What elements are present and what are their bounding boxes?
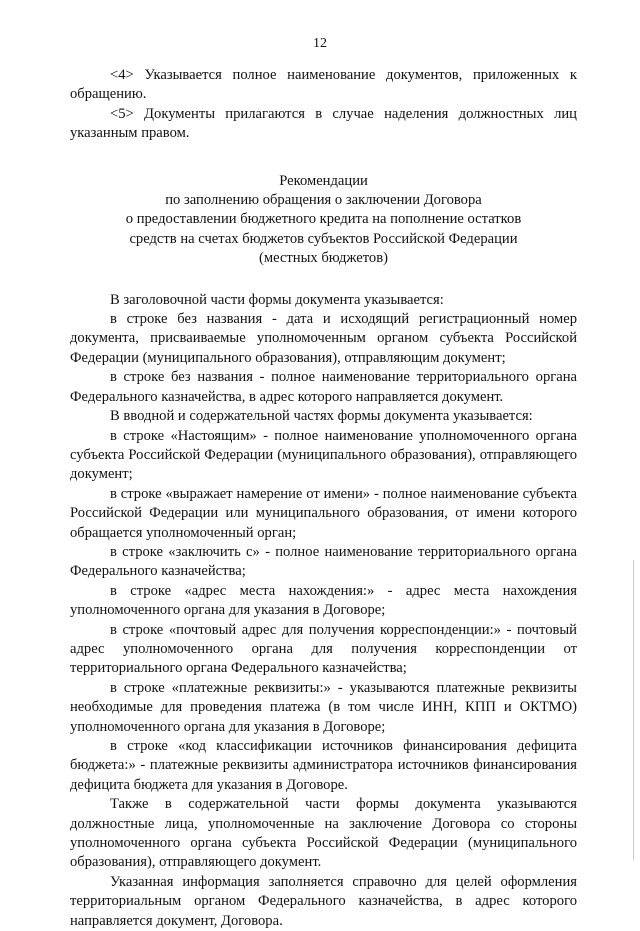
paragraph: в строке без названия - дата и исходящий регистрационный номер документа, присваиваемые уполномоченным органом субъекта Российской Федерации (муниципального образования), отправляющим документ;	[70, 311, 577, 366]
document-content	[70, 62, 577, 931]
paragraph: В вводной и содержательной частях формы документа указывается:	[110, 408, 533, 425]
paragraph: в строке «адрес места нахождения:» - адрес места нахождения уполномоченного органа для указания в Договоре;	[70, 582, 577, 619]
body-text	[70, 291, 577, 931]
title-line-5: (местных бюджетов)	[259, 250, 388, 267]
paragraph: Также в содержательной части формы документа указываются должностные лица, уполномоченные на заключение Договора со стороны уполномоченного органа субъекта Российской Федерации (муниципального образования), отправляющего документ.	[70, 796, 577, 871]
footnotes	[70, 66, 577, 144]
paragraph: в строке «платежные реквизиты:» - указываются платежные реквизиты необходимые для проведения платежа (в том числе ИНН, КПП и ОКТМО) уполномоченного органа для указания в Договоре;	[70, 679, 577, 735]
paragraph: Указанная информация заполняется справочно для целей оформления территориальным органом Федерального казначейства, в адрес которого направляется документ, Договора.	[70, 873, 577, 929]
paragraph: в строке без названия - полное наименование территориального органа Федерального казначейства, в адрес которого направляется документ.	[70, 369, 577, 405]
footnote-4: <4> Указывается полное наименование документов, приложенных к обращению.	[70, 67, 577, 103]
document-title	[70, 172, 577, 269]
paragraph: в строке «код классификации источников финансирования дефицита бюджета:» - платежные реквизиты администратора источников финансирования дефицита бюджета для указания в Договоре.	[70, 738, 577, 793]
page-number: 12	[313, 36, 327, 51]
title-line-3: о предоставлении бюджетного кредита на пополнение остатков	[125, 211, 522, 228]
footnote-5: <5> Документы прилагаются в случае наделения должностных лиц указанным правом.	[70, 105, 577, 142]
paragraph: в строке «Настоящим» - полное наименование уполномоченного органа субъекта Российской Федерации (муниципального образования), отправляющего документ;	[70, 427, 577, 483]
scan-edge-line	[633, 560, 634, 860]
paragraph: В заголовочной части формы документа указывается:	[110, 291, 444, 308]
title-line-1: Рекомендации	[279, 172, 368, 189]
title-line-4: средств на счетах бюджетов субъектов Российской Федерации	[129, 230, 518, 247]
paragraph: в строке «заключить с» - полное наименование территориального органа Федерального казначейства;	[70, 543, 577, 580]
paragraph: в строке «выражает намерение от имени» - полное наименование субъекта Российской Федерации или муниципального образования, от имени которого обращается уполномоченный орган;	[70, 485, 577, 541]
paragraph: в строке «почтовый адрес для получения корреспонденции:» - почтовый адрес уполномоченного органа для получения корреспонденции от территориального органа Федерального казначейства;	[70, 621, 577, 677]
title-line-2: по заполнению обращения о заключении Договора	[165, 192, 482, 209]
